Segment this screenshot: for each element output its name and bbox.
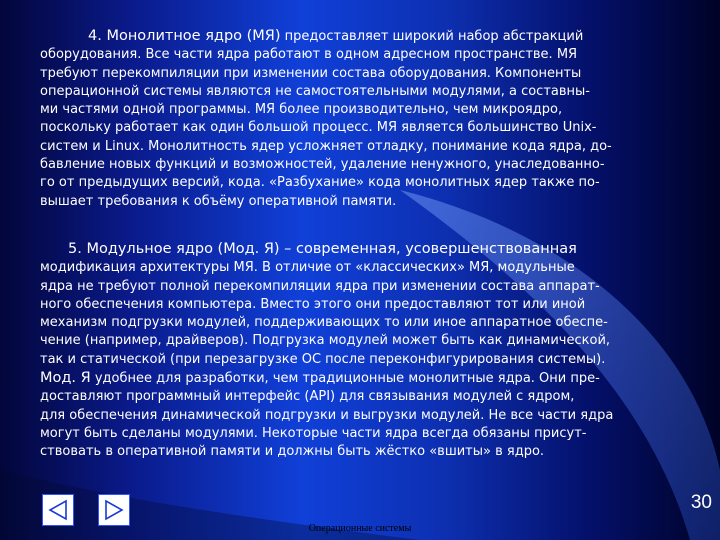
para2-line: модификация архитектуры МЯ. В отличие от «классических» МЯ, модульные — [40, 260, 575, 276]
para2-line: для обеспечения динамической подгрузки и выгрузки модулей. Не все части ядра — [40, 407, 614, 423]
next-slide-button[interactable] — [98, 494, 130, 526]
para1-line: вышает требования к объёму оперативной памяти. — [40, 193, 397, 209]
para1-line: ми частями одной программы. МЯ более производительно, чем микроядро, — [40, 102, 563, 118]
para1-line: требуют перекомпиляции при изменении состава оборудования. Компоненты — [40, 65, 582, 81]
triangle-left-icon — [47, 499, 69, 521]
para2-line: удобнее для разработки, чем традиционные монолитные ядра. Они пре- — [90, 371, 600, 387]
para2-mod-line — [40, 369, 712, 388]
para1-line: го от предыдущих версий, кода. «Разбухание» кода монолитных ядер также по- — [40, 175, 600, 191]
para1-line: поскольку работает как один большой процесс. МЯ является большинство Unix- — [40, 120, 597, 136]
para1-first-line — [88, 27, 712, 46]
para2-line: чение (например, драйверов). Подгрузка модулей может быть как динамической, — [40, 333, 611, 349]
mod-kernel-label: Мод. Я — [40, 370, 91, 387]
para2-line: так и статической (при перезагрузке ОС после переконфигурирования системы). — [40, 351, 606, 367]
previous-slide-button[interactable] — [42, 494, 74, 526]
triangle-right-icon — [103, 499, 125, 521]
para1-line: бавление новых функций и возможностей, удаление ненужного, унаследованно- — [40, 157, 605, 173]
para2-line: доставляют программный интерфейс (API) для связывания модулей с ядром, — [40, 389, 575, 405]
para2-first-line — [68, 240, 712, 259]
para1-heading: 4. Монолитное ядро (МЯ) — [88, 28, 281, 44]
para2-heading-rest: – современная, усовершенствованная — [279, 241, 577, 257]
paragraph-modular-kernel — [40, 240, 712, 462]
para1-line: оборудования. Все части ядра работают в одном адресном пространстве. МЯ — [40, 47, 578, 63]
para1-line: предоставляет широкий набор абстракций — [280, 29, 584, 44]
para2-line: механизм подгрузки модулей, поддерживающих то или иное аппаратное обеспе- — [40, 315, 608, 331]
para2-heading: 5. Модульное ядро (Мод. Я) — [68, 241, 280, 257]
page-number: 30 — [690, 492, 712, 513]
para2-line: ствовать в оперативной памяти и должны быть жёстко «вшиты» в ядро. — [40, 444, 545, 460]
para1-line: систем и Linux. Монолитность ядер усложняет отладку, понимание кода ядра, до- — [40, 138, 612, 154]
para2-line: ядра не требуют полной перекомпиляции ядра при изменении состава аппарат- — [40, 278, 600, 294]
para2-line: ного обеспечения компьютера. Вместо этого они предоставляют тот или иной — [40, 296, 586, 312]
paragraph-monolithic-kernel — [40, 27, 712, 211]
para1-line: операционной системы являются не самостоятельными модулями, а составны- — [40, 83, 590, 99]
para2-line: могут быть сделаны модулями. Некоторые части ядра всегда обязаны присут- — [40, 425, 587, 441]
footer-caption: Операционные системы — [308, 523, 412, 534]
